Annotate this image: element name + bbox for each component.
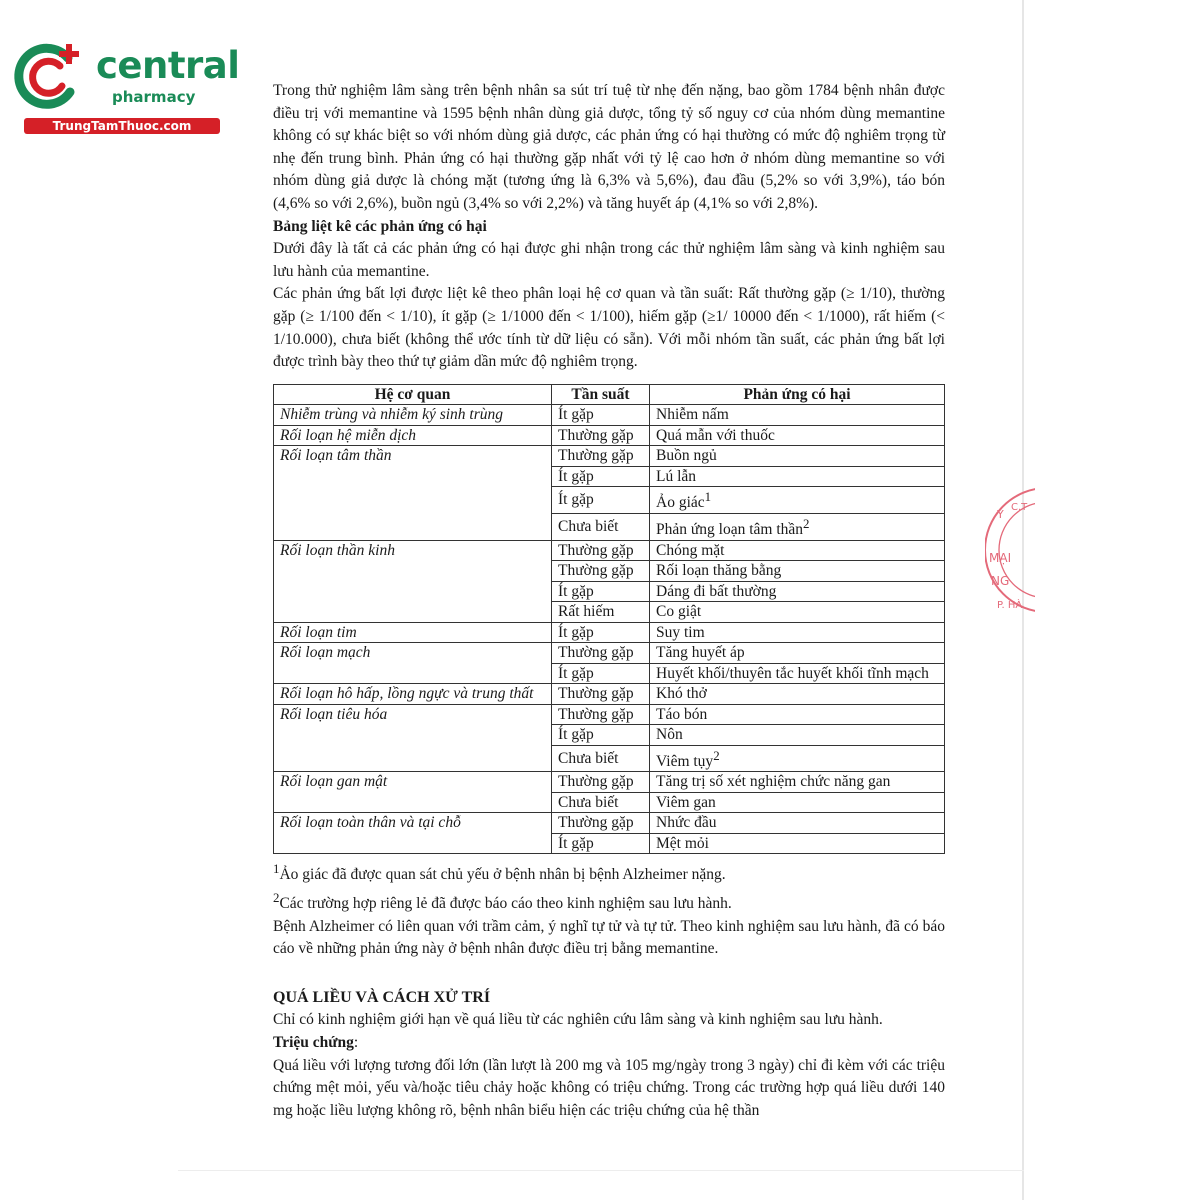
reaction-text: Nhức đầu (656, 814, 717, 832)
frequency-cell: Chưa biết (552, 513, 650, 540)
header-reaction: Phản ứng có hại (650, 384, 945, 405)
reaction-text: Tăng trị số xét nghiệm chức năng gan (656, 773, 891, 791)
svg-text:P. HÀ: P. HÀ (997, 600, 1023, 611)
table-row (274, 772, 945, 793)
svg-text:MẠI: MẠI (989, 551, 1012, 565)
reaction-cell (650, 704, 945, 725)
organ-cell: Rối loạn gan mật (274, 772, 552, 813)
overdose-title: QUÁ LIỀU VÀ CÁCH XỬ TRÍ (273, 988, 491, 1006)
reaction-cell (650, 745, 945, 772)
intro-paragraph: Trong thử nghiệm lâm sàng trên bệnh nhân sa sút trí tuệ từ nhẹ đến nặng, bao gồm 1784 bệnh nhân được điều trị với memantine và 1595 bệnh nhân dùng giả dược, tổng tỷ số nguy cơ của nhóm dùng memantine không có sự khác biệt so với nhóm dùng giả dược, các phản ứng có hại thường có mức độ nghiêm trọng từ nhẹ đến trung bình. Phản ứng có hại thường gặp nhất với tỷ lệ cao hơn ở nhóm dùng memantine so với nhóm dùng giả dược là chóng mặt (tương ứng là 6,3% và 5,6%), đau đầu (5,2% so với 3,9%), táo bón (4,6% so với 2,6%), buồn ngủ (3,4% so với 2,2%) và tăng huyết áp (4,1% so với 2,8%). (273, 82, 945, 212)
frequency-cell: Thường gặp (552, 540, 650, 561)
footnotes (273, 858, 945, 916)
reaction-cell (650, 602, 945, 623)
frequency-cell: Thường gặp (552, 561, 650, 582)
reaction-text: Co giật (656, 603, 702, 621)
reaction-text: Mệt mỏi (656, 834, 709, 852)
reaction-text: Dáng đi bất thường (656, 582, 777, 600)
logo-brand: central (96, 44, 240, 87)
frequency-cell: Ít gặp (552, 663, 650, 684)
adverse-reactions-table (273, 384, 945, 854)
overdose-intro: Chỉ có kinh nghiệm giới hạn về quá liều từ các nghiên cứu lâm sàng và kinh nghiệm sau lưu hành. (273, 1011, 883, 1029)
frequency-cell: Ít gặp (552, 725, 650, 746)
reaction-text: Buồn ngủ (656, 447, 717, 465)
reaction-text: Ảo giác (656, 494, 705, 512)
footnote-mark: 2 (273, 889, 280, 905)
svg-text:Y: Y (997, 508, 1004, 521)
footnote-text: Ảo giác đã được quan sát chủ yếu ở bệnh nhân bị bệnh Alzheimer nặng. (279, 866, 726, 884)
table-intro-2: Các phản ứng bất lợi được liệt kê theo phân loại hệ cơ quan và tần suất: Rất thường gặp (≥ 1/10), thường gặp (≥ 1/100 đến < 1/10), ít gặp (≥ 1/1000 đến < 1/100), hiếm gặp (≥1/ 10000 đến < 1/1000), rất hiếm (< 1/10.000), chưa biết (không thể ước tính từ dữ liệu có sẵn). Với mỗi nhóm tần suất, các phản ứng bất lợi được trình bày theo thứ tự giảm dần mức độ nghiêm trọng. (273, 285, 945, 371)
reaction-cell (650, 725, 945, 746)
reaction-cell (650, 581, 945, 602)
alzheimer-note: Bệnh Alzheimer có liên quan với trầm cảm, ý nghĩ tự tử và tự tử. Theo kinh nghiệm sau lưu hành, đã có báo cáo về những phản ứng này ở bệnh nhân được điều trị bằng memantine. (273, 917, 945, 958)
frequency-cell: Thường gặp (552, 704, 650, 725)
footnote-marker: 1 (704, 489, 712, 505)
table-header-row (274, 384, 945, 405)
table-row (274, 540, 945, 561)
table-row (274, 643, 945, 664)
organ-cell: Rối loạn tim (274, 622, 552, 643)
reaction-cell (650, 561, 945, 582)
reaction-cell (650, 466, 945, 487)
reaction-text: Táo bón (656, 705, 708, 723)
reaction-cell (650, 792, 945, 813)
seal-stamp (985, 470, 1035, 630)
reaction-cell (650, 772, 945, 793)
organ-cell: Rối loạn mạch (274, 643, 552, 684)
frequency-cell: Ít gặp (552, 487, 650, 514)
frequency-cell: Thường gặp (552, 684, 650, 705)
organ-cell: Rối loạn hô hấp, lồng ngực và trung thất (274, 684, 552, 705)
footnote-mark: 1 (273, 861, 280, 877)
svg-text:NG: NG (991, 574, 1010, 588)
reaction-text: Nôn (656, 726, 683, 744)
reaction-text: Suy tim (656, 623, 705, 641)
frequency-cell: Ít gặp (552, 466, 650, 487)
reaction-text: Huyết khối/thuyên tắc huyết khối tĩnh mạch (656, 664, 929, 682)
reaction-text: Chóng mặt (656, 541, 725, 559)
reaction-text: Quá mẫn với thuốc (656, 426, 775, 444)
organ-cell: Rối loạn toàn thân và tại chỗ (274, 813, 552, 854)
reaction-text: Viêm gan (656, 793, 716, 811)
table-row (274, 684, 945, 705)
reaction-cell (650, 813, 945, 834)
reaction-cell (650, 487, 945, 514)
logo-subtitle: pharmacy (112, 88, 196, 106)
pharmacy-logo[interactable] (10, 36, 240, 136)
footnote (273, 887, 945, 916)
reaction-cell (650, 405, 945, 426)
symptoms-colon: : (353, 1034, 359, 1052)
symptoms-text: Quá liều với lượng tương đối lớn (lần lượt là 200 mg và 105 mg/ngày trong 3 ngày) chỉ đi kèm với các triệu chứng mệt mỏi, yếu và/hoặc tiêu chảy hoặc không có triệu chứng. Trong các trường hợp quá liều dưới 140 mg hoặc liều lượng không rõ, bệnh nhân biểu hiện các triệu chứng của hệ thần (273, 1056, 945, 1119)
frequency-cell: Ít gặp (552, 405, 650, 426)
reaction-text: Khó thở (656, 685, 707, 703)
table-row (274, 704, 945, 725)
frequency-cell: Ít gặp (552, 622, 650, 643)
reaction-text: Viêm tụy (656, 752, 714, 770)
frequency-cell: Chưa biết (552, 792, 650, 813)
reaction-text: Tăng huyết áp (656, 644, 745, 662)
page-bottom-edge (178, 1170, 1024, 1171)
organ-cell: Rối loạn tâm thần (274, 446, 552, 540)
footnote-marker: 2 (803, 515, 810, 531)
reaction-cell (650, 643, 945, 664)
reaction-cell (650, 425, 945, 446)
table-row (274, 446, 945, 467)
frequency-cell: Thường gặp (552, 813, 650, 834)
header-frequency: Tần suất (552, 384, 650, 405)
logo-url: TrungTamThuoc.com (24, 118, 220, 134)
table-row (274, 425, 945, 446)
reaction-cell (650, 684, 945, 705)
organ-cell: Rối loạn tiêu hóa (274, 704, 552, 772)
table-heading: Bảng liệt kê các phản ứng có hại (273, 217, 487, 235)
table-body (274, 405, 945, 854)
reaction-text: Nhiễm nấm (656, 406, 729, 424)
reaction-text: Rối loạn thăng bằng (656, 562, 782, 580)
symptoms-label: Triệu chứng (273, 1034, 354, 1052)
footnote-marker: 2 (713, 747, 720, 763)
frequency-cell: Ít gặp (552, 833, 650, 854)
header-organ: Hệ cơ quan (274, 384, 552, 405)
frequency-cell: Thường gặp (552, 425, 650, 446)
table-row (274, 405, 945, 426)
organ-cell: Nhiễm trùng và nhiễm ký sinh trùng (274, 405, 552, 426)
reaction-cell (650, 540, 945, 561)
organ-cell: Rối loạn thần kinh (274, 540, 552, 622)
organ-cell: Rối loạn hệ miễn dịch (274, 425, 552, 446)
frequency-cell: Thường gặp (552, 446, 650, 467)
frequency-cell: Thường gặp (552, 643, 650, 664)
footnote (273, 858, 945, 887)
reaction-cell (650, 622, 945, 643)
reaction-cell (650, 446, 945, 467)
reaction-cell (650, 663, 945, 684)
table-intro-1: Dưới đây là tất cả các phản ứng có hại được ghi nhận trong các thử nghiệm lâm sàng và kinh nghiệm sau lưu hành của memantine. (273, 240, 945, 280)
frequency-cell: Ít gặp (552, 581, 650, 602)
document-body (273, 80, 945, 1122)
reaction-cell (650, 513, 945, 540)
reaction-text: Phản ứng loạn tâm thần (656, 521, 804, 539)
frequency-cell: Thường gặp (552, 772, 650, 793)
footnote-text: Các trường hợp riêng lẻ đã được báo cáo theo kinh nghiệm sau lưu hành. (279, 895, 732, 913)
reaction-text: Lú lẫn (656, 467, 697, 485)
reaction-cell (650, 833, 945, 854)
symptoms-heading (273, 1032, 945, 1055)
frequency-cell: Rất hiếm (552, 602, 650, 623)
table-row (274, 813, 945, 834)
frequency-cell: Chưa biết (552, 745, 650, 772)
table-row (274, 622, 945, 643)
svg-text:C.T: C.T (1011, 502, 1028, 513)
logo-c-cross-icon (10, 36, 90, 116)
